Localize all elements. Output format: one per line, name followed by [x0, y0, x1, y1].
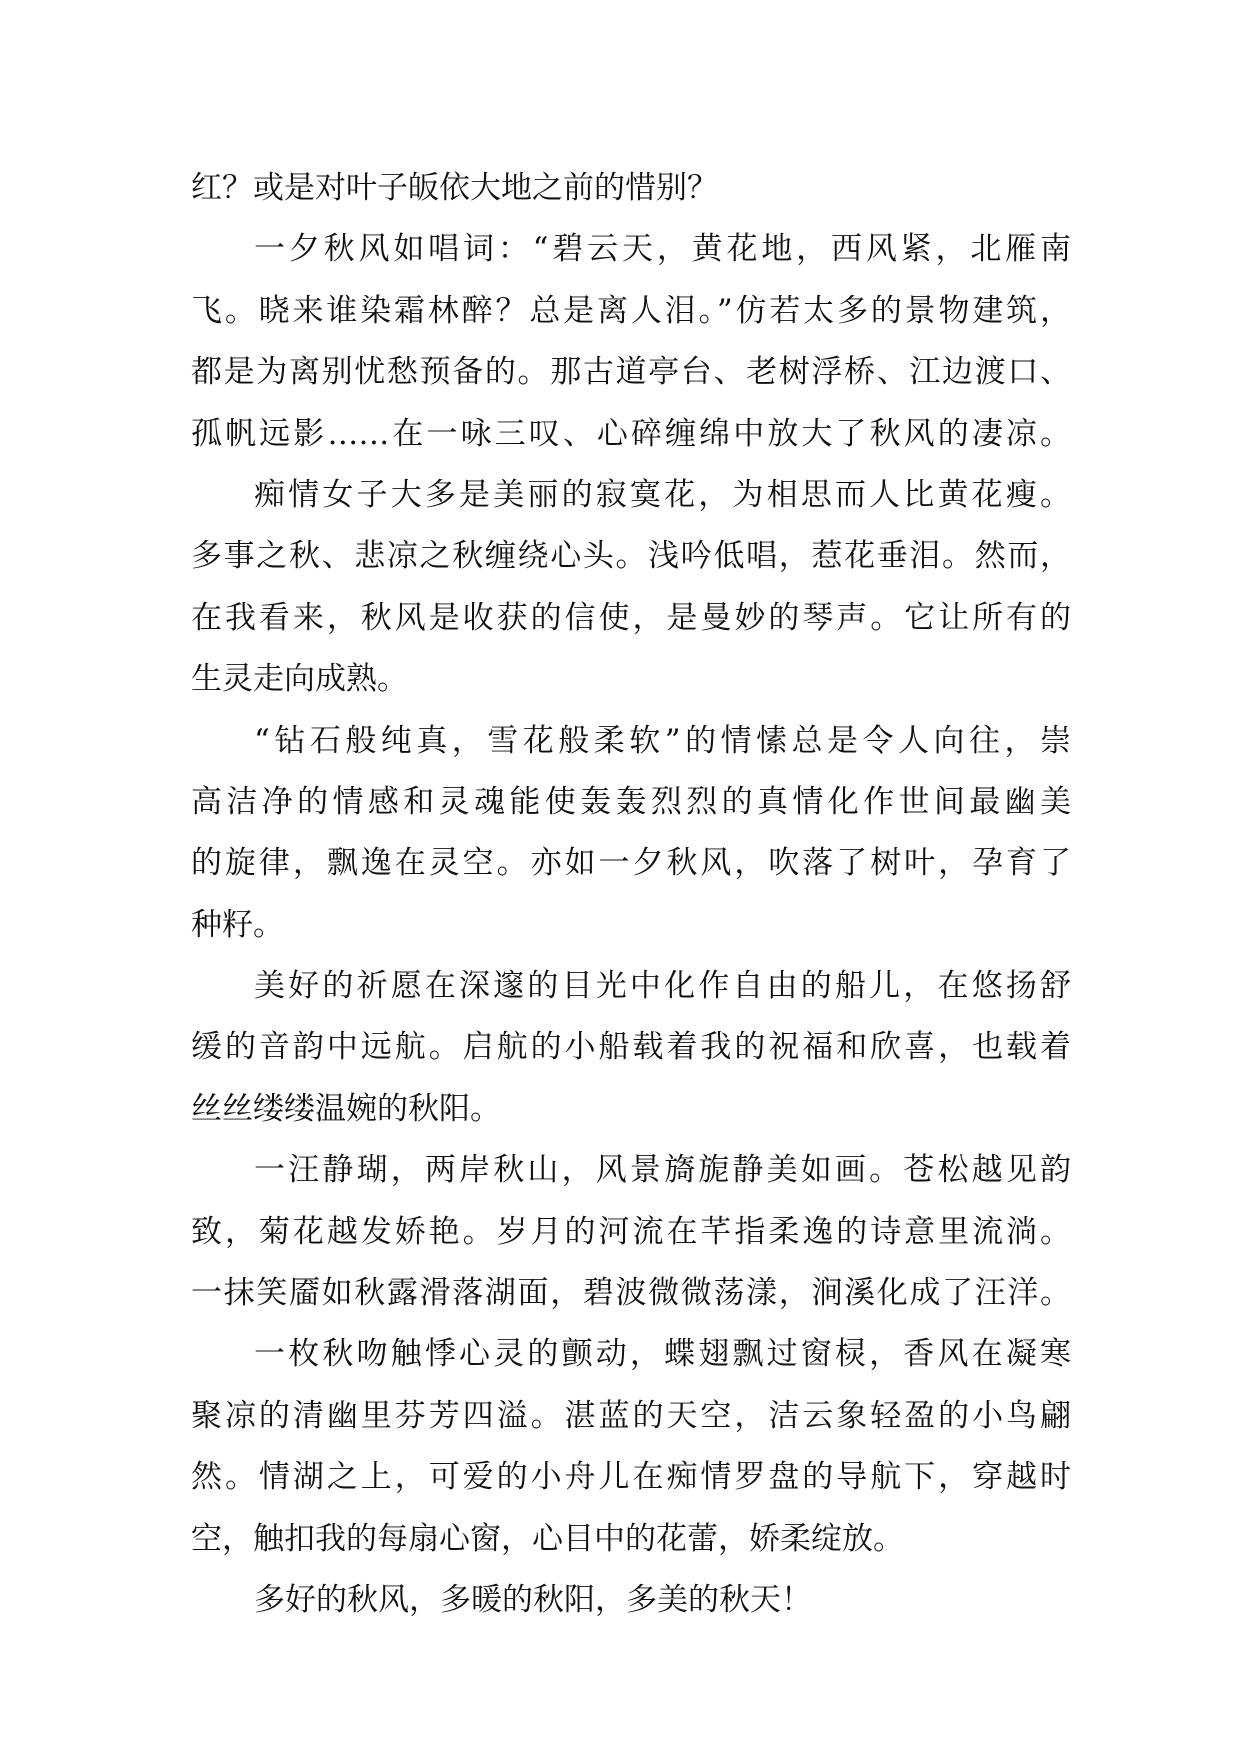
text-line: 缓的音韵中远航。启航的小船载着我的祝福和欣喜，也载着: [191, 1029, 1071, 1066]
paragraph: [191, 158, 1071, 219]
text-line: 在我看来，秋风是收获的信使，是曼妙的琴声。它让所有的: [191, 599, 1071, 636]
paragraph: [191, 219, 1071, 465]
text-line: 红？或是对叶子皈依大地之前的惜别？: [191, 170, 718, 206]
text-line: 一夕秋风如唱词：“碧云天，黄花地，西风紧，北雁南: [254, 231, 1071, 268]
text-line: 聚凉的清幽里芬芳四溢。湛蓝的天空，洁云象轻盈的小鸟翩: [191, 1397, 1071, 1434]
text-line: 的旋律，飘逸在灵空。亦如一夕秋风，吹落了树叶，孕育了: [191, 845, 1071, 882]
text-line: 生灵走向成熟。: [191, 661, 408, 698]
text-line: “钻石般纯真，雪花般柔软”的情愫总是令人向往，崇: [254, 722, 1071, 759]
document-body: [191, 158, 1071, 1631]
text-line: 然。情湖之上，可爱的小舟儿在痴情罗盘的导航下，穿越时: [191, 1459, 1071, 1496]
text-line: 飞。晓来谁染霜林醉？总是离人泪。”仿若太多的景物建筑，: [191, 292, 1071, 329]
paragraph: [191, 1324, 1071, 1570]
paragraph: [191, 711, 1071, 957]
text-line: 多事之秋、悲凉之秋缠绕心头。浅吟低唱，惹花垂泪。然而，: [191, 538, 1071, 575]
text-line: 都是为离别忧愁预备的。那古道亭台、老树浮桥、江边渡口、: [191, 354, 1071, 391]
text-line: 孤帆远影……在一咏三叹、心碎缠绵中放大了秋风的凄凉。: [191, 415, 1071, 452]
text-line: 一抹笑靥如秋露滑落湖面，碧波微微荡漾，涧溪化成了汪洋。: [191, 1275, 1071, 1312]
text-line: 一汪静瑚，两岸秋山，风景旖旎静美如画。苍松越见韵: [254, 1152, 1071, 1189]
text-line: 美好的祈愿在深邃的目光中化作自由的船儿，在悠扬舒: [254, 968, 1071, 1005]
text-line: 痴情女子大多是美丽的寂寞花，为相思而人比黄花瘦。: [254, 476, 1071, 513]
text-line: 丝丝缕缕温婉的秋阳。: [191, 1090, 501, 1127]
text-line: 致，菊花越发娇艳。岁月的河流在芊指柔逸的诗意里流淌。: [191, 1213, 1071, 1250]
text-line: 高洁净的情感和灵魂能使轰轰烈烈的真情化作世间最幽美: [191, 783, 1071, 820]
paragraph: [191, 956, 1071, 1140]
paragraph: [191, 465, 1071, 711]
text-line: 多好的秋风，多暖的秋阳，多美的秋天！: [254, 1581, 812, 1618]
paragraph: [191, 1140, 1071, 1324]
text-line: 种籽。: [191, 906, 284, 943]
text-line: 一枚秋吻触悸心灵的颤动，蝶翅飘过窗棂，香风在凝寒: [254, 1336, 1071, 1373]
text-line: 空，触扣我的每扇心窗，心目中的花蕾，娇柔绽放。: [191, 1520, 904, 1557]
paragraph: [191, 1570, 1071, 1631]
